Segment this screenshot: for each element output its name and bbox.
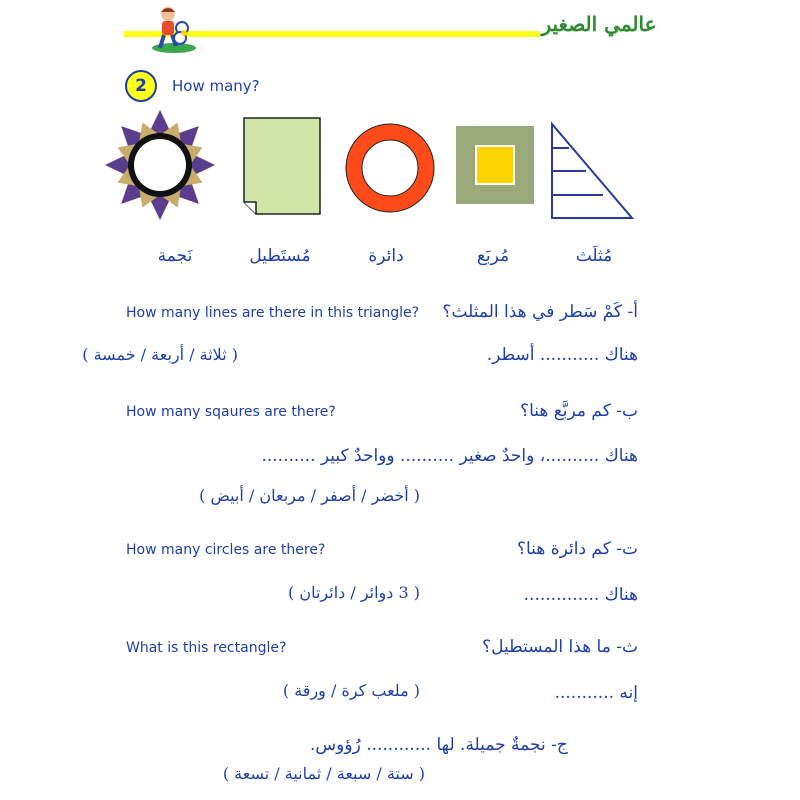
question-c-answer: هناك .............. <box>523 585 638 605</box>
shape-label-rectangle: مُستَطيل <box>249 246 311 266</box>
exercise-title: How many? <box>172 77 260 95</box>
question-d-arabic: ث- ما هذا المستطيل؟ <box>482 637 638 657</box>
question-d-english: What is this rectangle? <box>126 640 287 656</box>
book-title: عالمي الصغير <box>541 12 657 36</box>
squares-icon <box>456 126 534 204</box>
shape-label-square: مُربَع <box>476 246 510 266</box>
triangle-icon <box>552 124 632 218</box>
shape-label-star: نَجمة <box>157 246 193 266</box>
rectangle-paper-icon <box>244 118 320 214</box>
question-b-options: ( أخضر / أصفر / مربعان / أبيض ) <box>199 486 420 505</box>
question-c-options: ( 3 دوائر / دائرتان ) <box>288 583 420 602</box>
shape-label-circle: دائرة <box>368 246 404 266</box>
question-b-english: How many sqaures are there? <box>126 404 336 420</box>
question-e-options: ( ستة / سبعة / ثمانية / تسعة ) <box>222 764 425 783</box>
mascot-icon <box>148 4 198 54</box>
question-a-options: ( ثلاثة / أربعة / خمسة ) <box>82 345 238 364</box>
question-c-arabic: ت- كم دائرة هنا؟ <box>517 539 638 559</box>
circle-ring-icon <box>346 124 434 212</box>
question-a-answer: هناك ........... أسطر. <box>486 345 638 365</box>
question-d-answer: إنه ........... <box>554 683 638 703</box>
shapes-row <box>100 110 660 230</box>
question-b-arabic: ب- كم مربَّع هنا؟ <box>520 401 638 421</box>
exercise-number-badge: 2 <box>125 70 157 102</box>
star-icon <box>105 110 215 220</box>
question-e-arabic: ج- نجمةٌ جميلة. لها ............ رُؤوس. <box>310 735 568 755</box>
question-a-arabic: أ- كَمْ سَطر في هذا المثلث؟ <box>442 302 638 322</box>
question-c-english: How many circles are there? <box>126 542 326 558</box>
question-a-english: How many lines are there in this triangle? <box>126 305 420 321</box>
question-b-answer: هناك ..........، واحدٌ صغير .......... وواحدٌ كبير .......... <box>261 446 638 466</box>
question-d-options: ( ملعب كرة / ورقة ) <box>282 681 420 700</box>
shape-label-triangle: مُثلَث <box>575 246 613 266</box>
